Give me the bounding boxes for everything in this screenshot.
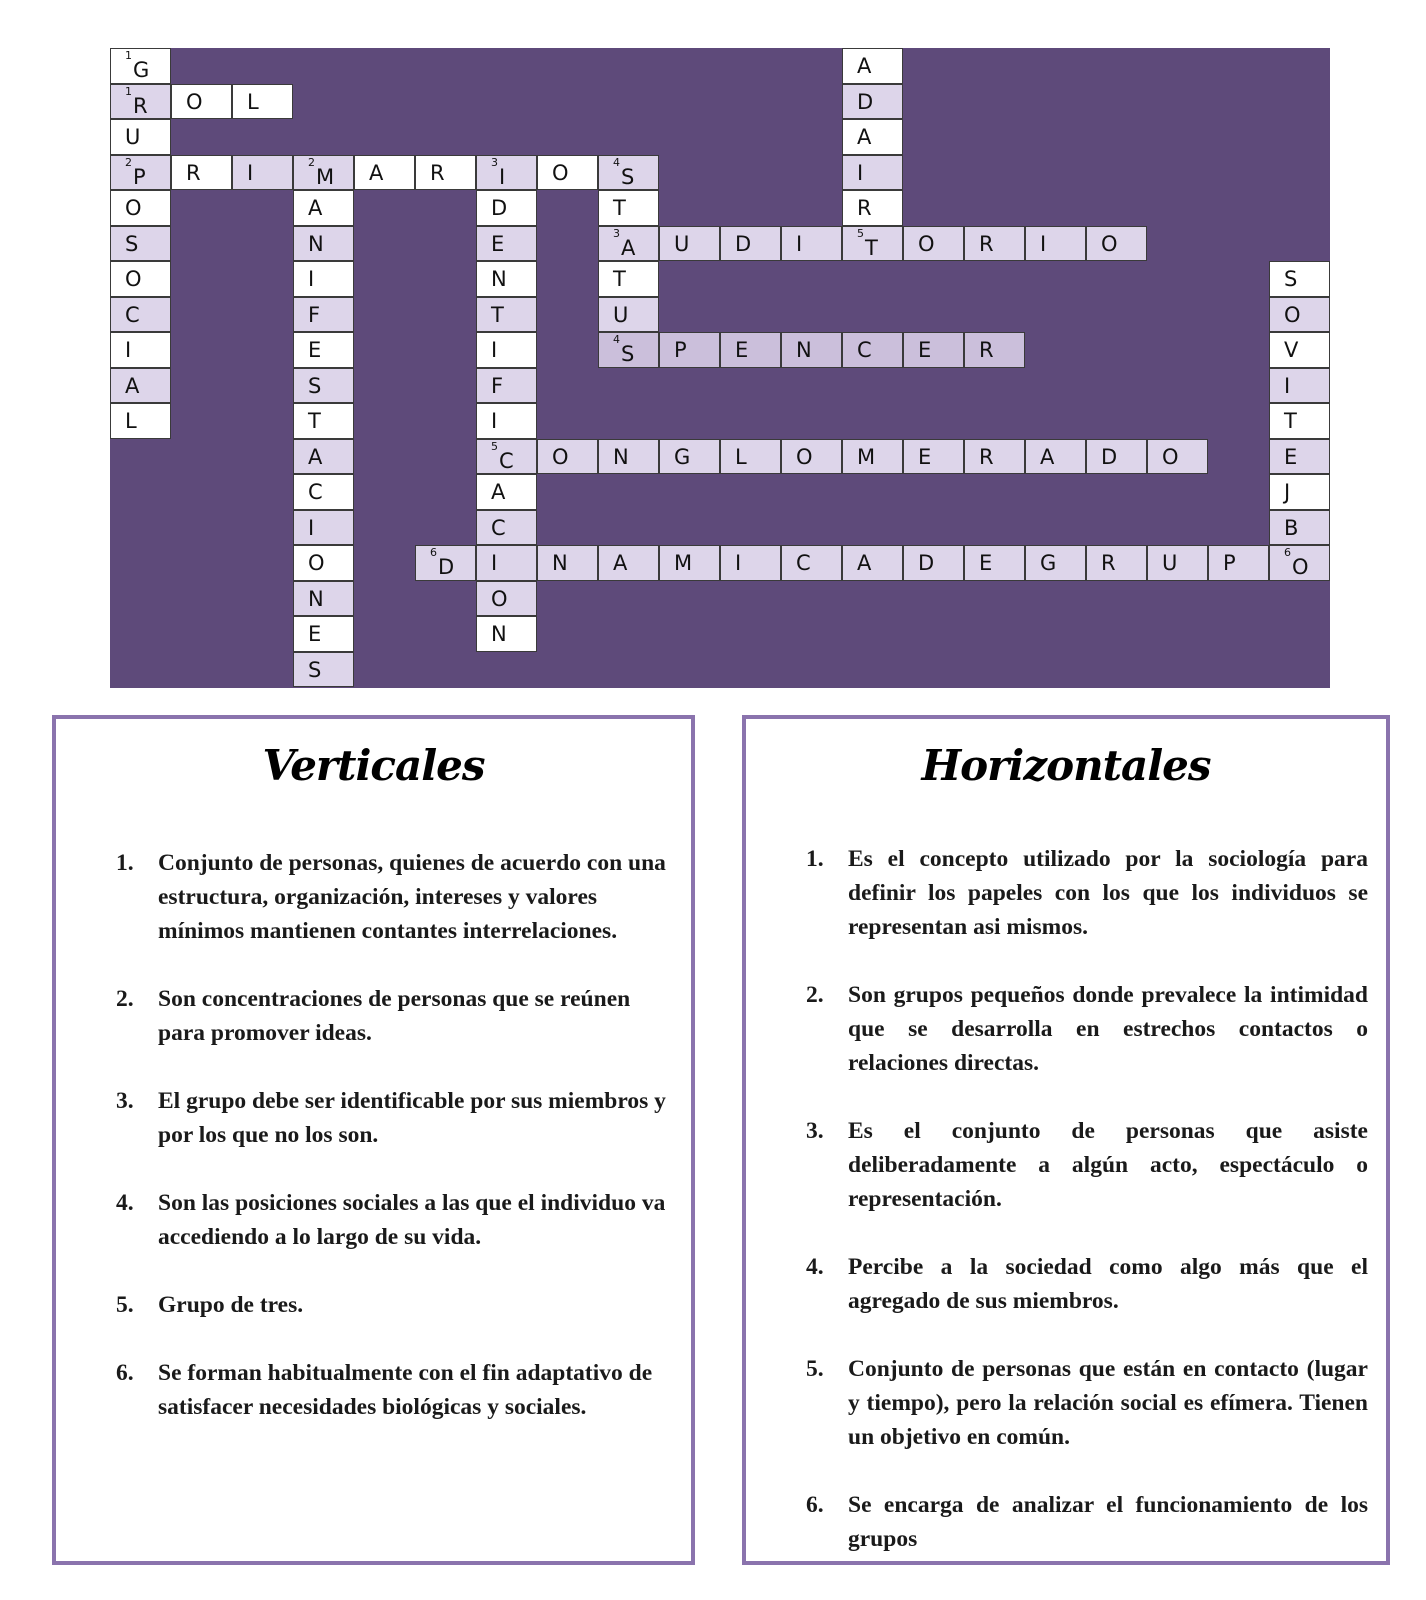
cell-letter: P xyxy=(133,164,146,189)
crossword-cell xyxy=(1269,403,1330,439)
crossword-cell xyxy=(293,510,354,546)
crossword-cell xyxy=(171,84,232,120)
cell-letter: S xyxy=(1284,267,1298,291)
cell-letter: I xyxy=(308,515,315,540)
cell-letter: C xyxy=(125,302,140,327)
horizontales-clue xyxy=(806,842,1368,944)
crossword-cell xyxy=(964,439,1025,475)
cell-letter: R xyxy=(979,444,994,469)
clue-text: Conjunto de personas, quienes de acuerdo con una estructura, organización, intereses y valores mínimos mantienen contantes interrelaciones. xyxy=(158,850,666,944)
crossword-cell xyxy=(598,297,659,333)
crossword-cell xyxy=(598,155,659,191)
cell-letter: B xyxy=(1284,515,1299,540)
cell-letter: A xyxy=(491,480,506,504)
crossword-cell xyxy=(842,84,903,120)
cell-letter: O xyxy=(491,586,508,611)
clue-text: Es el conjunto de personas que asiste deliberadamente a algún acto, espectáculo o representación. xyxy=(848,1118,1368,1212)
clue-text: Grupo de tres. xyxy=(158,1292,304,1318)
crossword-cell xyxy=(110,119,171,155)
crossword-cell xyxy=(293,332,354,368)
crossword-cell xyxy=(293,261,354,297)
cell-letter: S xyxy=(621,342,635,366)
cell-letter: S xyxy=(308,373,322,398)
crossword-cell xyxy=(842,155,903,191)
cell-letter: R xyxy=(857,196,872,220)
crossword-cell xyxy=(293,297,354,333)
crossword-cell xyxy=(720,226,781,262)
cell-letter: R xyxy=(430,160,445,185)
crossword-cell xyxy=(842,545,903,581)
crossword-cell xyxy=(1086,439,1147,475)
crossword-cell xyxy=(476,190,537,226)
cell-letter: P xyxy=(674,338,687,362)
crossword-cell xyxy=(110,226,171,262)
cell-letter: T xyxy=(613,196,626,220)
verticales-clue xyxy=(116,1186,673,1254)
crossword-cell xyxy=(476,297,537,333)
cell-letter: F xyxy=(308,302,321,327)
cell-letter: D xyxy=(1101,444,1118,469)
cell-letter: E xyxy=(491,231,505,256)
cell-letter: O xyxy=(125,196,142,220)
crossword-cell xyxy=(1025,439,1086,475)
cell-letter: L xyxy=(247,89,259,114)
crossword-cell xyxy=(293,652,354,688)
crossword-cell xyxy=(232,84,293,120)
clue-index: 3 xyxy=(491,155,498,169)
cell-letter: E xyxy=(979,551,993,575)
cell-letter: T xyxy=(865,235,878,260)
crossword-cell xyxy=(476,545,537,581)
crossword-cell xyxy=(1147,439,1208,475)
crossword-cell xyxy=(1269,439,1330,475)
cell-letter: C xyxy=(499,448,514,473)
cell-letter: I xyxy=(491,338,498,362)
clue-text: Son concentraciones de personas que se reúnen para promover ideas. xyxy=(158,986,631,1046)
clue-index: 2 xyxy=(125,155,132,169)
cell-letter: N xyxy=(308,231,324,256)
clue-text: Se forman habitualmente con el fin adaptativo de satisfacer necesidades biológicas y sociales. xyxy=(158,1360,653,1420)
crossword-cell xyxy=(1025,226,1086,262)
cell-letter: I xyxy=(125,338,132,362)
crossword-cell xyxy=(964,226,1025,262)
cell-letter: D xyxy=(918,551,935,575)
cell-letter: O xyxy=(1162,444,1179,469)
crossword-cell xyxy=(903,439,964,475)
cell-letter: N xyxy=(308,586,324,611)
clue-number: 5. xyxy=(116,1292,134,1318)
clue-number: 3. xyxy=(806,1118,824,1144)
crossword-cell xyxy=(1208,545,1269,581)
crossword-cell xyxy=(598,439,659,475)
crossword-cell xyxy=(110,261,171,297)
cell-letter: S xyxy=(125,231,139,256)
clue-index: 1 xyxy=(125,84,132,98)
cell-letter: A xyxy=(369,160,384,185)
cell-letter: F xyxy=(491,373,504,398)
verticales-title: Verticales xyxy=(262,741,485,790)
clue-index: 2 xyxy=(308,155,315,169)
cell-letter: I xyxy=(491,409,498,433)
cell-letter: I xyxy=(491,551,498,575)
crossword-cell xyxy=(110,368,171,404)
crossword-cell xyxy=(964,545,1025,581)
verticales-clue-list xyxy=(56,846,691,1424)
cell-letter: O xyxy=(796,444,813,469)
clue-number: 6. xyxy=(116,1360,134,1386)
crossword-cell xyxy=(659,226,720,262)
clue-text: Percibe a la sociedad como algo más que el agregado de sus miembros. xyxy=(848,1254,1368,1314)
horizontales-clue xyxy=(806,978,1368,1080)
crossword-cell xyxy=(110,190,171,226)
cell-letter: S xyxy=(308,657,322,682)
crossword-cell xyxy=(415,545,476,581)
crossword-cell xyxy=(1086,226,1147,262)
crossword-cell xyxy=(659,439,720,475)
cell-letter: P xyxy=(1223,551,1236,575)
cell-letter: A xyxy=(613,551,628,575)
crossword-cell xyxy=(842,48,903,84)
clue-text: El grupo debe ser identificable por sus miembros y por los que no los son. xyxy=(158,1088,666,1148)
cell-letter: I xyxy=(796,231,803,256)
clue-text: Conjunto de personas que están en contacto (lugar y tiempo), pero la relación social es efímera. Tienen un objetivo en común. xyxy=(848,1356,1368,1450)
cell-letter: I xyxy=(247,160,254,185)
crossword-cell xyxy=(415,155,476,191)
cell-letter: M xyxy=(857,444,876,469)
cell-letter: N xyxy=(552,551,568,575)
crossword-cell xyxy=(354,155,415,191)
cell-letter: D xyxy=(438,555,455,579)
cell-letter: O xyxy=(1284,302,1301,327)
cell-letter: R xyxy=(186,160,201,185)
crossword-cell xyxy=(293,616,354,652)
cell-letter: O xyxy=(125,267,142,291)
horizontales-panel xyxy=(742,715,1390,1565)
cell-letter: O xyxy=(186,89,203,114)
crossword-cell xyxy=(110,48,171,84)
crossword-cell xyxy=(598,190,659,226)
cell-letter: J xyxy=(1284,480,1291,504)
crossword-grid xyxy=(110,48,1330,688)
crossword-cell xyxy=(293,403,354,439)
cell-letter: O xyxy=(918,231,935,256)
cell-letter: O xyxy=(1101,231,1118,256)
cell-letter: R xyxy=(979,231,994,256)
verticales-clue xyxy=(116,1288,673,1322)
crossword-cell xyxy=(476,368,537,404)
crossword-cell xyxy=(903,332,964,368)
clue-number: 3. xyxy=(116,1088,134,1114)
crossword-cell xyxy=(1025,545,1086,581)
crossword-cell xyxy=(842,332,903,368)
crossword-cell xyxy=(842,439,903,475)
cell-letter: D xyxy=(857,89,874,114)
crossword-cell xyxy=(842,119,903,155)
crossword-cell xyxy=(720,545,781,581)
clue-number: 2. xyxy=(116,986,134,1012)
horizontales-clue-list xyxy=(746,842,1386,1556)
clue-number: 4. xyxy=(806,1254,824,1280)
crossword-cell xyxy=(598,545,659,581)
crossword-cell xyxy=(842,226,903,262)
cell-letter: N xyxy=(613,444,629,469)
crossword-cell xyxy=(1269,474,1330,510)
clue-number: 5. xyxy=(806,1356,824,1382)
clue-text: Se encarga de analizar el funcionamiento de los grupos xyxy=(848,1492,1368,1552)
cell-letter: R xyxy=(1101,551,1116,575)
cell-letter: T xyxy=(308,409,321,433)
crossword-cell xyxy=(1269,332,1330,368)
cell-letter: E xyxy=(735,338,749,362)
crossword-cell xyxy=(293,190,354,226)
clue-number: 4. xyxy=(116,1190,134,1216)
cell-letter: O xyxy=(1292,555,1309,579)
cell-letter: E xyxy=(918,444,932,469)
clue-index: 4 xyxy=(613,155,620,169)
cell-letter: N xyxy=(796,338,812,362)
crossword-cell xyxy=(293,545,354,581)
clue-number: 6. xyxy=(806,1492,824,1518)
cell-letter: I xyxy=(308,267,315,291)
cell-letter: T xyxy=(1284,409,1297,433)
cell-letter: A xyxy=(308,196,323,220)
cell-letter: C xyxy=(491,515,506,540)
clue-text: Son las posiciones sociales a las que el individuo va accediendo a lo largo de su vida. xyxy=(158,1190,666,1250)
cell-letter: A xyxy=(125,373,140,398)
crossword-cell xyxy=(293,155,354,191)
crossword-cell xyxy=(1147,545,1208,581)
crossword-cell xyxy=(476,581,537,617)
verticales-panel xyxy=(52,715,695,1565)
clue-index: 5 xyxy=(857,226,864,240)
clue-index: 3 xyxy=(613,226,620,240)
cell-letter: E xyxy=(308,338,322,362)
cell-letter: U xyxy=(613,302,629,327)
cell-letter: O xyxy=(308,551,325,575)
crossword-cell xyxy=(476,474,537,510)
crossword-cell xyxy=(537,545,598,581)
horizontales-clue xyxy=(806,1352,1368,1454)
crossword-cell xyxy=(476,261,537,297)
crossword-cell xyxy=(476,332,537,368)
crossword-cell xyxy=(171,155,232,191)
clue-number: 2. xyxy=(806,982,824,1008)
crossword-cell xyxy=(659,545,720,581)
cell-letter: D xyxy=(491,196,508,220)
cell-letter: N xyxy=(491,267,507,291)
crossword-cell xyxy=(476,403,537,439)
crossword-cell xyxy=(720,332,781,368)
crossword-cell xyxy=(537,155,598,191)
cell-letter: C xyxy=(857,338,872,362)
cell-letter: E xyxy=(308,622,322,646)
clue-number: 1. xyxy=(806,846,824,872)
crossword-cell xyxy=(476,510,537,546)
crossword-cell xyxy=(842,190,903,226)
cell-letter: U xyxy=(125,125,141,149)
cell-letter: L xyxy=(125,409,137,433)
crossword-cell xyxy=(110,155,171,191)
cell-letter: U xyxy=(1162,551,1178,575)
cell-letter: C xyxy=(796,551,811,575)
cell-letter: L xyxy=(735,444,747,469)
clue-text: Son grupos pequeños donde prevalece la intimidad que se desarrolla en estrechos contactos o relaciones directas. xyxy=(848,982,1368,1076)
horizontales-clue xyxy=(806,1250,1368,1318)
cell-letter: R xyxy=(979,338,994,362)
cell-letter: G xyxy=(1040,551,1057,575)
cell-letter: I xyxy=(1284,373,1291,398)
cell-letter: O xyxy=(552,160,569,185)
crossword-cell xyxy=(1269,510,1330,546)
clue-index: 6 xyxy=(430,546,437,559)
verticales-clue xyxy=(116,846,673,948)
crossword-cell xyxy=(903,545,964,581)
crossword-cell xyxy=(659,332,720,368)
clue-index: 6 xyxy=(1284,546,1291,559)
cell-letter: A xyxy=(621,235,636,260)
crossword-cell xyxy=(781,332,842,368)
cell-letter: A xyxy=(857,551,872,575)
cell-letter: E xyxy=(1284,444,1298,469)
clue-index: 4 xyxy=(613,333,620,346)
crossword-cell xyxy=(476,155,537,191)
cell-letter: M xyxy=(316,164,335,189)
crossword-cell xyxy=(110,403,171,439)
crossword-cell xyxy=(476,226,537,262)
crossword-cell xyxy=(1269,297,1330,333)
cell-letter: G xyxy=(133,58,150,82)
crossword-cell xyxy=(293,439,354,475)
crossword-cell xyxy=(110,84,171,120)
crossword-cell xyxy=(1269,545,1330,581)
cell-letter: A xyxy=(308,444,323,469)
cell-letter: O xyxy=(552,444,569,469)
crossword-cell xyxy=(110,332,171,368)
cell-letter: A xyxy=(857,54,872,78)
crossword-cell xyxy=(598,332,659,368)
cell-letter: E xyxy=(918,338,932,362)
crossword-cell xyxy=(720,439,781,475)
crossword-cell xyxy=(293,581,354,617)
crossword-cell xyxy=(598,226,659,262)
horizontales-clue xyxy=(806,1488,1368,1556)
cell-letter: I xyxy=(735,551,742,575)
crossword-cell xyxy=(232,155,293,191)
crossword-cell xyxy=(293,368,354,404)
crossword-cell xyxy=(110,297,171,333)
crossword-cell xyxy=(293,226,354,262)
cell-letter: A xyxy=(857,125,872,149)
crossword-cell xyxy=(1086,545,1147,581)
cell-letter: M xyxy=(674,551,693,575)
crossword-cell xyxy=(1269,368,1330,404)
cell-letter: I xyxy=(1040,231,1047,256)
crossword-cell xyxy=(964,332,1025,368)
cell-letter: R xyxy=(133,93,148,118)
crossword-cell xyxy=(781,545,842,581)
cell-letter: T xyxy=(491,302,504,327)
cell-letter: C xyxy=(308,480,323,504)
crossword-cell xyxy=(598,261,659,297)
cell-letter: T xyxy=(613,267,626,291)
verticales-clue xyxy=(116,982,673,1050)
cell-letter: U xyxy=(674,231,690,256)
horizontales-clue xyxy=(806,1114,1368,1216)
clue-number: 1. xyxy=(116,850,134,876)
cell-letter: I xyxy=(857,160,864,185)
clue-index: 1 xyxy=(125,49,132,62)
clue-text: Es el concepto utilizado por la sociología para definir los papeles con los que los individuos se representan asi mismos. xyxy=(848,846,1368,940)
cell-letter: G xyxy=(674,444,691,469)
crossword-cell xyxy=(537,439,598,475)
crossword-cell xyxy=(293,474,354,510)
horizontales-title: Horizontales xyxy=(921,741,1211,790)
crossword-cell xyxy=(781,439,842,475)
cell-letter: V xyxy=(1284,338,1299,362)
cell-letter: I xyxy=(499,164,506,189)
clue-index: 5 xyxy=(491,439,498,453)
crossword-cell xyxy=(476,616,537,652)
crossword-cell xyxy=(476,439,537,475)
cell-letter: A xyxy=(1040,444,1055,469)
crossword-cell xyxy=(903,226,964,262)
crossword-cell xyxy=(781,226,842,262)
verticales-clue xyxy=(116,1356,673,1424)
cell-letter: N xyxy=(491,622,507,646)
cell-letter: S xyxy=(621,164,635,189)
cell-letter: D xyxy=(735,231,752,256)
verticales-clue xyxy=(116,1084,673,1152)
crossword-cell xyxy=(1269,261,1330,297)
